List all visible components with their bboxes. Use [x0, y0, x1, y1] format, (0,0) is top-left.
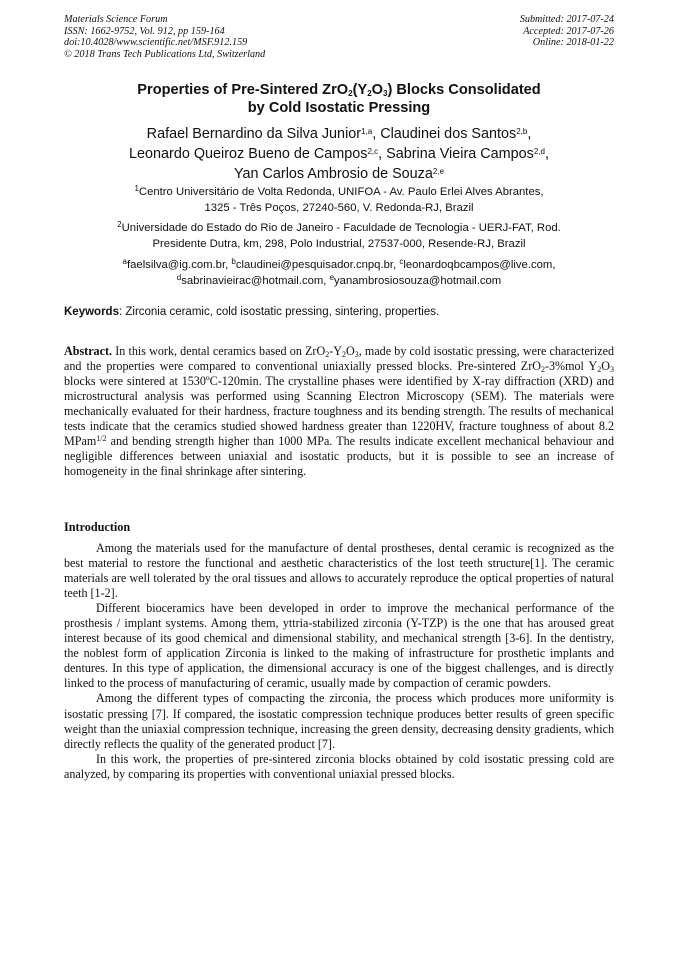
issn: ISSN: 1662-9752, Vol. 912, pp 159-164 — [64, 25, 225, 37]
keywords-label: Keywords — [64, 306, 119, 318]
section-heading-introduction: Introduction — [64, 520, 131, 534]
journal-name: Materials Science Forum — [64, 14, 168, 25]
author-emails: $^a$faelsilva@ig.com.br, $^b$claudinei@pesquisador.cnpq.br, $^c$leonardoqbcampos@live.com, $^d$sabrinavieirac@hotmail.com, $^e$yanambrosiosouza@hotmail.com — [122, 257, 556, 287]
online-date: Online: 2018-01-22 — [532, 37, 614, 48]
introduction-body — [64, 541, 614, 782]
title-line-2: by Cold Isostatic Pressing — [247, 99, 431, 116]
affiliation-2: $^2$Universidade do Estado do Rio de Janeiro - Faculdade de Tecnologia - UERJ-FAT, Rod. Presidente Dutra, km, 298, Polo Industrial, 27537-000, Resende-RJ, Brazil — [117, 220, 561, 250]
author-name: Rafael Bernardino da Silva Junior — [146, 126, 362, 142]
doi: doi:10.4028/www.scientific.net/MSF.912.159 — [64, 37, 248, 48]
paragraph: Different bioceramics have been developed in order to improve the mechanical performance of the prosthesis / implant systems. Among them, yttria-stabilized zirconia (Y-TZP) is the one that has aroused great interest because of its good chemical and dimensional stability, and mechanical strength [3-6]. In the dentistry, the noblest form of application Zirconia is linked to the making of infrastructure for prosthetic implants and dentures. In this type of application, the dimensional accuracy is one of the biggest challenges, and is directly linked to the process of manufacturing of ceramic, usually made by compaction of ceramic powders. — [64, 601, 614, 691]
author-sup: 2,e — [432, 166, 445, 176]
author-name: Leonardo Queiroz Bueno de Campos — [129, 145, 368, 162]
paragraph: In this work, the properties of pre-sintered zirconia blocks obtained by cold isostatic pressing cold are analyzed, by comparing its properties with conventional uniaxial pressed blocks. — [64, 751, 614, 781]
author-name: Claudinei dos Santos — [380, 126, 517, 142]
author-sup: 2,c — [367, 146, 379, 156]
affiliation-1: $^1$Centro Universitário de Volta Redonda, UNIFOA - Av. Paulo Erlei Alves Abrantes, 1325 - Três Poços, 27240-560, V. Redonda-RJ, Brazil — [134, 184, 544, 214]
title-line-1: Properties of Pre-Sintered $ZrO_2(Y_2O_3)$ Blocks Consolidated — [137, 82, 541, 98]
accepted-date: Accepted: 2017-07-26 — [523, 25, 614, 37]
author-sup: 2,d — [533, 146, 545, 156]
dates-header — [520, 14, 614, 49]
keywords — [64, 305, 624, 320]
author-list: Rafael Bernardino da Silva Junior$^{1,a}$, Claudinei dos Santos$^{2,b}$, Leonardo Queiroz Bueno de Campos$^{2,c}$, Sabrina Vieira Campos$^{2,d}$, Yan Carlos Ambrosio de Souza$^{2,e}$ — [129, 126, 549, 182]
email-link[interactable]: yanambrosiosouza@hotmail.com — [334, 274, 502, 287]
copyright: © 2018 Trans Tech Publications Ltd, Switzerland — [64, 48, 266, 60]
author-name: Yan Carlos Ambrosio de Souza — [233, 165, 433, 182]
journal-header — [64, 14, 265, 60]
keywords-text: : Zirconia ceramic, cold isostatic pressing, sintering, properties. — [118, 306, 440, 318]
author-sup: 1,a — [361, 127, 373, 136]
email-link[interactable]: claudinei@pesquisador.cnpq.br — [235, 259, 394, 271]
email-link[interactable]: sabrinavieirac@hotmail.com — [181, 274, 324, 287]
email-link[interactable]: leonardoqbcampos@live.com — [403, 259, 553, 271]
abstract-label: Abstract. — [64, 344, 113, 358]
paragraph: Among the materials used for the manufacture of dental prostheses, dental ceramic is recognized as the best material to restore the functional and aesthetic characteristics of the lost teeth structure[1]. The ceramic materials are well tolerated by the oral tissues and allows to accurately reproduce the optical properties of natural teeth [1-2]. — [64, 541, 614, 601]
author-name: Sabrina Vieira Campos — [386, 145, 534, 162]
abstract: Abstract. In this work, dental ceramics based on $ZrO_2-Y_2O_3$, made by cold isostatic pressing, were characterized and the properties were compared to conventional uniaxially pressed blocks. Pre-sintered ZrO$_2$-3%mol $Y_2O_3$ blocks were sintered at 1530ºC-120min. The crystalline phases were identified by X-ray diffraction (XRD) and microstructural analysis was performed using Scanning Electron Microscopy (SEM). The materials were mechanically evaluated for their hardness, fracture toughness and its bending strength. The results of mechanical tests indicate that the ceramics studied showed hardness greater than 1220HV, fracture toughness of about 8.2 MPam$^{1/2}$ and bending strength higher than 1000 MPa. The results indicate excellent mechanical behaviour and negligible differences between uniaxial and isostatic products, but it is possible to see an increase of homogeneity in the final shrinkage after sintering. — [64, 344, 614, 479]
paragraph: Among the different types of compacting the zirconia, the process which produces more uniformity is isostatic pressing [7]. If compared, the isostatic compression technique produces better results of green specific weight than the uniaxial compression technique, increasing the green density, decreasing density gradients, which directly reflects the quality of the generated product [7]. — [64, 691, 614, 751]
email-link[interactable]: faelsilva@ig.com.br — [126, 259, 226, 271]
submitted-date: Submitted: 2017-07-24 — [519, 14, 614, 25]
author-sup: 2,b — [516, 127, 528, 136]
paper-title — [64, 82, 614, 117]
